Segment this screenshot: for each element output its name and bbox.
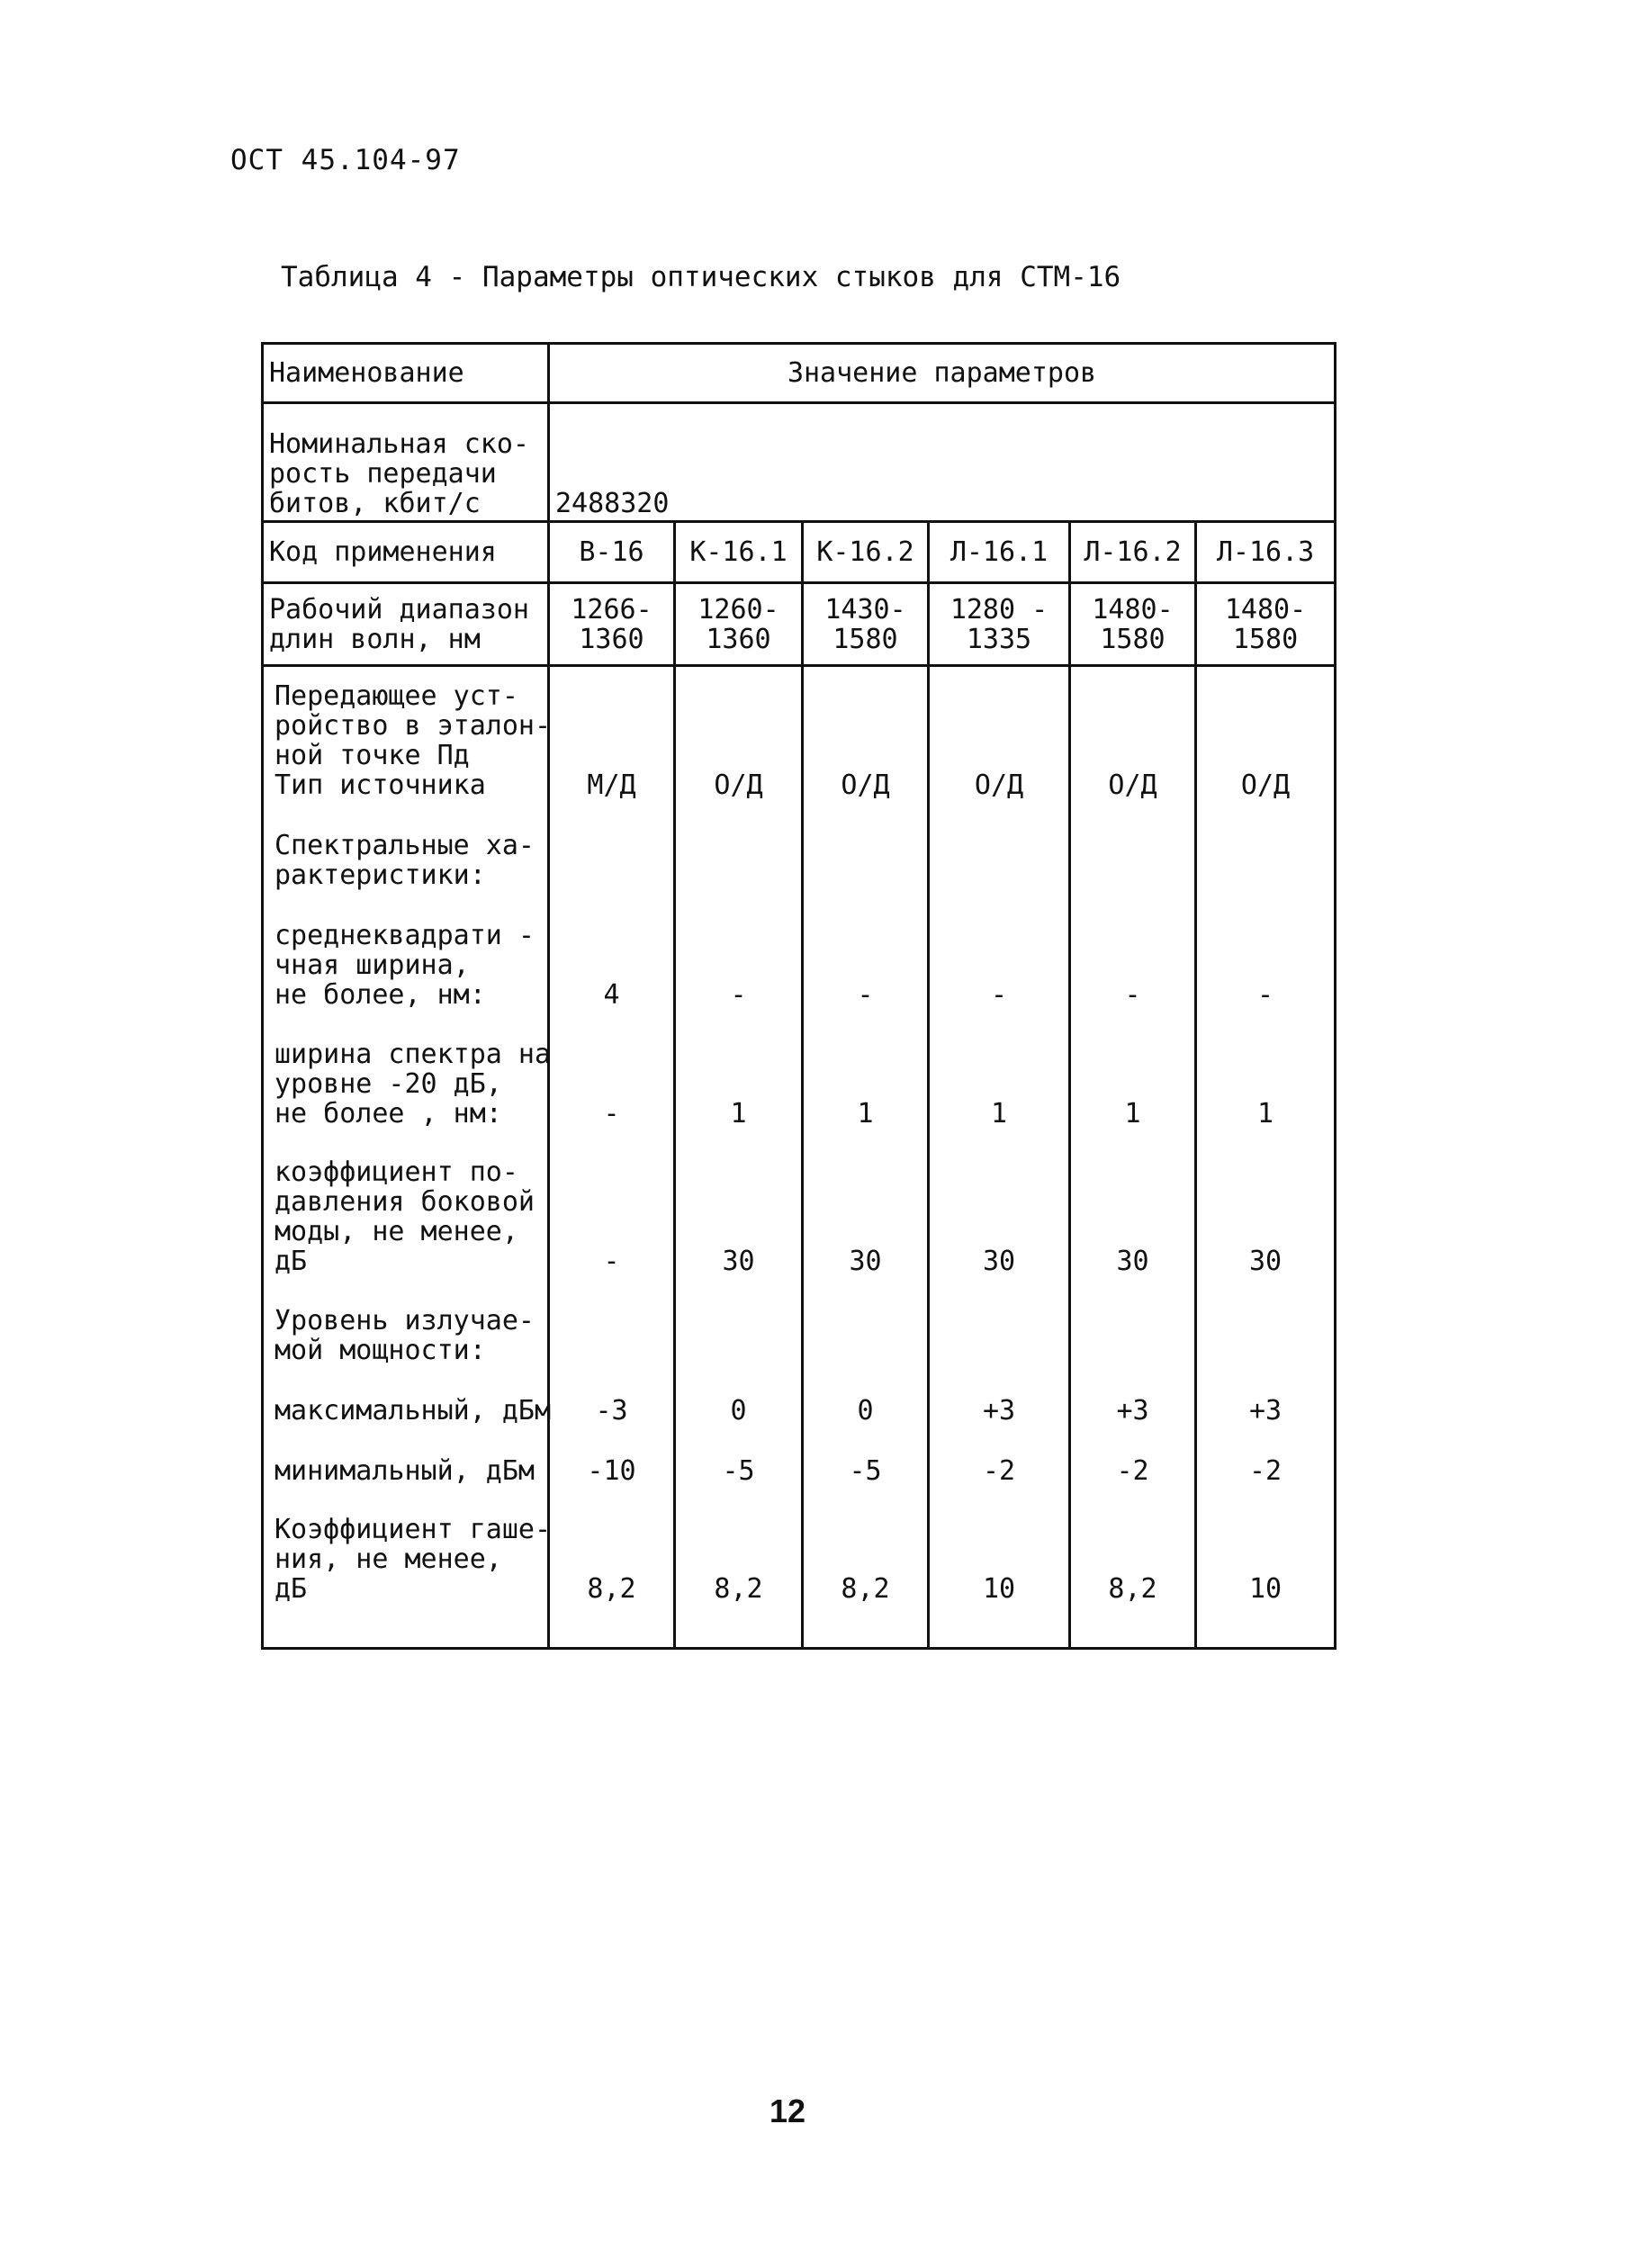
smsr-value: 30	[1116, 1246, 1149, 1277]
label-line: ройство в эталон-	[274, 710, 552, 742]
rms-width-value: 4	[603, 979, 620, 1011]
label-line: моды, не менее,	[274, 1216, 518, 1247]
range-from: 1280 -	[950, 593, 1048, 626]
range-cell	[803, 583, 929, 666]
power-max-value: -3	[595, 1395, 628, 1426]
code-cell: Л-16.2	[1070, 522, 1196, 583]
value-column	[1196, 666, 1336, 1649]
range-from: 1480-	[1224, 593, 1307, 626]
extinction-value: 8,2	[1108, 1573, 1157, 1605]
source-type-value: О/Д	[974, 770, 1024, 801]
power-min-value: -5	[849, 1455, 882, 1487]
range-cell	[1196, 583, 1336, 666]
smsr-value: 30	[722, 1246, 755, 1277]
label-line: не более, нм:	[274, 979, 486, 1011]
codes-label: Код применения	[263, 522, 549, 583]
bitrate-label	[263, 403, 549, 522]
smsr-value: 30	[849, 1246, 882, 1277]
extinction-value: 10	[982, 1573, 1016, 1605]
range-to: 1360	[706, 623, 771, 655]
rms-width-value: -	[857, 979, 874, 1011]
label-line: битов, кбит/с	[269, 488, 481, 519]
range-cell	[549, 583, 675, 666]
range-from: 1266-	[571, 593, 652, 626]
transmitter-block-row	[263, 666, 1336, 1649]
label-line: чная ширина,	[274, 950, 470, 981]
range-to: 1580	[832, 623, 898, 655]
range-from: 1430-	[824, 593, 906, 626]
rms-width-value: -	[730, 979, 747, 1011]
label-line: Номинальная ско-	[269, 428, 529, 460]
label-line: уровне -20 дБ,	[274, 1068, 502, 1100]
label-line: дБ	[274, 1246, 308, 1277]
label-line: ния, не менее,	[274, 1544, 502, 1575]
label-line: максимальный, дБм	[274, 1395, 552, 1426]
range-from: 1260-	[698, 593, 779, 626]
power-min-value: -10	[587, 1455, 636, 1487]
label-line: ширина спектра на	[274, 1039, 552, 1070]
table-caption: Таблица 4 - Параметры оптических стыков для СТМ-16	[281, 261, 1121, 293]
power-min-value: -2	[1248, 1455, 1282, 1487]
range-to: 1580	[1100, 623, 1166, 655]
label-line: среднеквадрати -	[274, 920, 535, 951]
width20-value: 1	[1256, 1098, 1274, 1130]
smsr-value: 30	[982, 1246, 1016, 1277]
source-type-value: О/Д	[841, 770, 890, 801]
bitrate-value: 2488320	[549, 403, 1336, 522]
width20-value: 1	[1124, 1098, 1141, 1130]
label-line: длин волн, нм	[269, 623, 481, 655]
source-type-value: М/Д	[587, 770, 636, 801]
power-max-value: +3	[982, 1395, 1016, 1426]
value-column	[929, 666, 1070, 1649]
label-line: рость передачи	[269, 458, 497, 490]
smsr-value: 30	[1248, 1246, 1282, 1277]
codes-row	[263, 522, 1336, 583]
power-min-value: -2	[982, 1455, 1016, 1487]
page-number: 12	[769, 2092, 806, 2129]
code-cell: Л-16.1	[929, 522, 1070, 583]
power-min-value: -5	[722, 1455, 755, 1487]
header-row	[263, 344, 1336, 403]
extinction-value: 8,2	[587, 1573, 636, 1605]
source-type-value: О/Д	[714, 770, 763, 801]
code-cell: К-16.2	[803, 522, 929, 583]
value-column	[549, 666, 675, 1649]
code-cell: К-16.1	[675, 522, 803, 583]
label-line: Передающее уст-	[274, 680, 518, 712]
value-column	[1070, 666, 1196, 1649]
power-max-value: 0	[857, 1395, 874, 1426]
width20-value: 1	[730, 1098, 747, 1130]
width20-value: 1	[857, 1098, 874, 1130]
smsr-value: -	[603, 1246, 620, 1277]
value-column	[675, 666, 803, 1649]
range-cell	[675, 583, 803, 666]
source-type-value: О/Д	[1240, 770, 1291, 801]
header-name-cell: Наименование	[263, 344, 549, 403]
power-max-value: +3	[1116, 1395, 1149, 1426]
label-line: Уровень излучае-	[274, 1305, 535, 1336]
document-number: ОСТ 45.104-97	[230, 144, 461, 176]
parameters-table	[261, 342, 1336, 1650]
label-line: рактеристики:	[274, 860, 486, 891]
range-label	[263, 583, 549, 666]
range-to: 1580	[1232, 623, 1299, 655]
label-line: мой мощности:	[274, 1335, 486, 1366]
rms-width-value: -	[1124, 979, 1141, 1011]
power-max-value: +3	[1248, 1395, 1282, 1426]
rms-width-value: -	[990, 979, 1008, 1011]
range-to: 1360	[579, 623, 644, 655]
power-max-value: 0	[730, 1395, 747, 1426]
bitrate-row	[263, 403, 1336, 522]
label-line: давления боковой	[274, 1186, 535, 1218]
transmitter-labels	[263, 666, 552, 1649]
extinction-value: 8,2	[714, 1573, 763, 1605]
label-line: коэффициент по-	[274, 1156, 518, 1188]
header-values-cell: Значение параметров	[549, 344, 1336, 403]
value-column	[803, 666, 929, 1649]
width20-value: 1	[990, 1098, 1008, 1130]
extinction-value: 8,2	[841, 1573, 890, 1605]
code-cell: Л-16.3	[1196, 522, 1336, 583]
width20-value: -	[603, 1098, 620, 1130]
label-line: Рабочий диапазон	[269, 593, 529, 626]
extinction-value: 10	[1248, 1573, 1282, 1605]
label-line: дБ	[274, 1573, 308, 1605]
range-cell	[1070, 583, 1196, 666]
source-type-value: О/Д	[1108, 770, 1157, 801]
label-line: Коэффициент гаше-	[274, 1514, 552, 1545]
label-line: Тип источника	[274, 770, 486, 801]
label-line: Спектральные ха-	[274, 830, 535, 861]
label-line: не более , нм:	[274, 1098, 502, 1130]
label-line: минимальный, дБм	[274, 1455, 535, 1487]
code-cell: В-16	[549, 522, 675, 583]
label-line: ной точке Пд	[274, 740, 470, 771]
power-min-value: -2	[1116, 1455, 1149, 1487]
range-from: 1480-	[1092, 593, 1174, 626]
range-to: 1335	[966, 623, 1032, 655]
rms-width-value: -	[1256, 979, 1274, 1011]
range-cell	[929, 583, 1070, 666]
range-row	[263, 583, 1336, 666]
